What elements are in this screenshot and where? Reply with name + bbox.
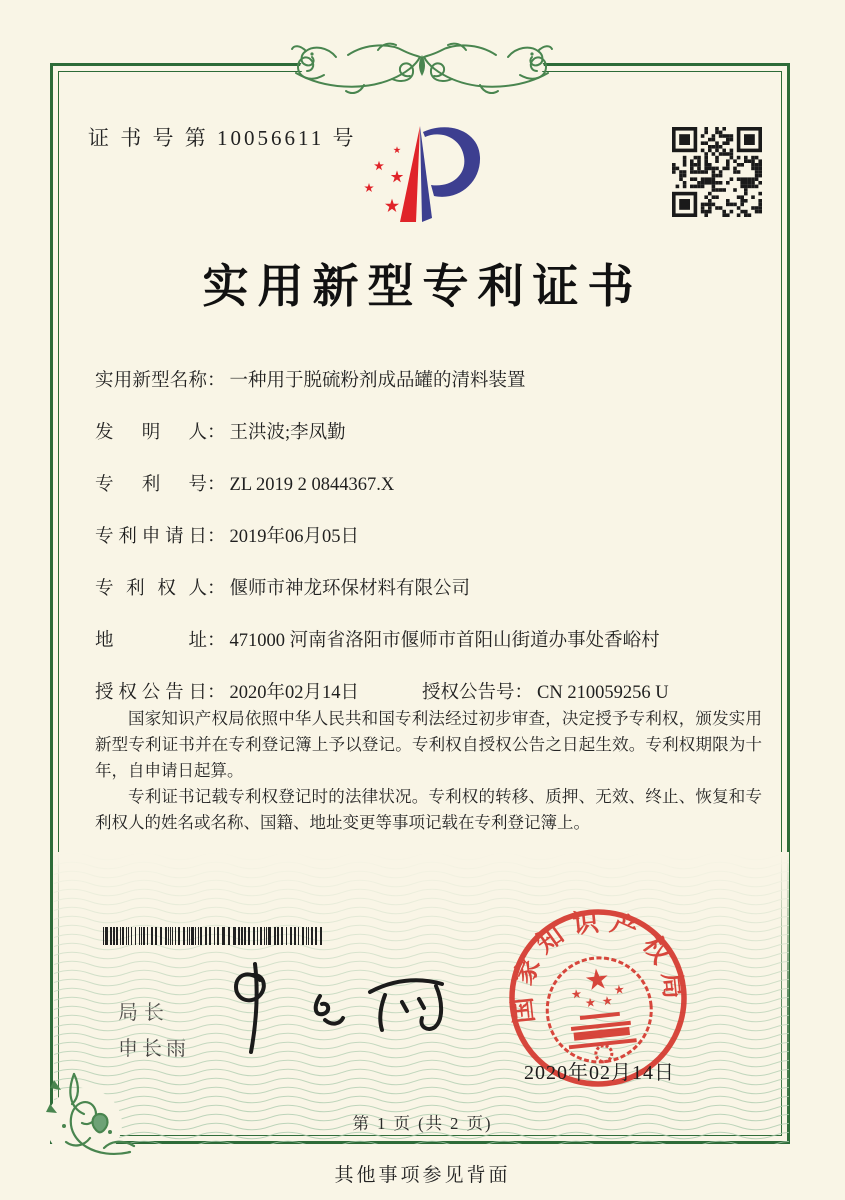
field-value: 2019年06月05日 bbox=[229, 527, 360, 547]
certificate-number: 证 书 号 第 10056611 号 bbox=[88, 126, 357, 150]
field-value: 一种用于脱硫粉剂成品罐的清料装置 bbox=[229, 371, 526, 391]
qr-code bbox=[672, 127, 762, 217]
field-colon: ： bbox=[207, 579, 226, 599]
field-row-grant bbox=[95, 678, 669, 704]
seal-text: 国家知识产权局 bbox=[506, 906, 690, 1025]
field-label: 授权公告号 bbox=[422, 683, 515, 703]
field-value: ZL 2019 2 0844367.X bbox=[229, 475, 395, 495]
field-row-filing-date bbox=[95, 522, 359, 548]
legal-text-block bbox=[95, 706, 762, 836]
cnipa-logo-icon bbox=[352, 120, 502, 245]
field-value: 王洪波;李凤勤 bbox=[229, 423, 346, 443]
field-label: 授权公告日 bbox=[95, 683, 207, 703]
field-label: 发明人 bbox=[95, 423, 207, 443]
field-row-utility-name bbox=[95, 366, 526, 392]
barcode bbox=[103, 927, 324, 945]
field-colon: ： bbox=[514, 683, 534, 703]
field-value: 偃师市神龙环保材料有限公司 bbox=[229, 579, 471, 599]
field-row-address bbox=[95, 626, 660, 652]
field-label: 专利号 bbox=[95, 475, 207, 495]
back-side-note: 其他事项参见背面 bbox=[334, 1165, 511, 1186]
field-value: CN 210059256 U bbox=[537, 683, 669, 703]
field-colon: ： bbox=[207, 371, 226, 391]
corner-floral-flourish-icon bbox=[44, 1068, 144, 1162]
legal-paragraph-2: 专利证书记载专利权登记时的法律状况。专利权的转移、质押、无效、终止、恢复和专利权人的姓名或名称、国籍、地址变更等事项记载在专利登记簿上。 bbox=[95, 787, 762, 832]
field-colon: ： bbox=[207, 631, 226, 651]
field-label: 实用新型名称 bbox=[95, 371, 207, 391]
field-value: 471000 河南省洛阳市偃师市首阳山街道办事处香峪村 bbox=[229, 631, 660, 651]
seal-date: 2020年02月14日 bbox=[524, 1062, 675, 1084]
field-label: 地址 bbox=[95, 631, 207, 651]
field-colon: ： bbox=[207, 683, 226, 703]
svg-text:国家知识产权局 bbox=[503, 903, 689, 1025]
field-colon: ： bbox=[207, 423, 226, 443]
field-pair-grant-no bbox=[422, 678, 669, 704]
field-row-patent-no bbox=[95, 470, 394, 496]
field-label: 专利权人 bbox=[95, 579, 207, 599]
page-number: 第 1 页 (共 2 页) bbox=[352, 1114, 493, 1133]
field-label: 专利申请日 bbox=[95, 527, 207, 547]
certificate-title: 实用新型专利证书 bbox=[202, 261, 643, 312]
field-colon: ： bbox=[207, 527, 226, 547]
field-row-inventor bbox=[95, 418, 346, 444]
director-signature bbox=[222, 960, 457, 1058]
field-row-patentee bbox=[95, 574, 470, 600]
top-border-flourish-icon bbox=[290, 36, 554, 102]
field-value: 2020年02月14日 bbox=[229, 683, 360, 703]
legal-paragraph-1: 国家知识产权局依照中华人民共和国专利法经过初步审查，决定授予专利权，颁发实用新型专利证书并在专利登记簿上予以登记。专利权自授权公告之日起生效。专利权期限为十年，自申请日起算。 bbox=[95, 709, 762, 780]
field-colon: ： bbox=[207, 475, 226, 495]
